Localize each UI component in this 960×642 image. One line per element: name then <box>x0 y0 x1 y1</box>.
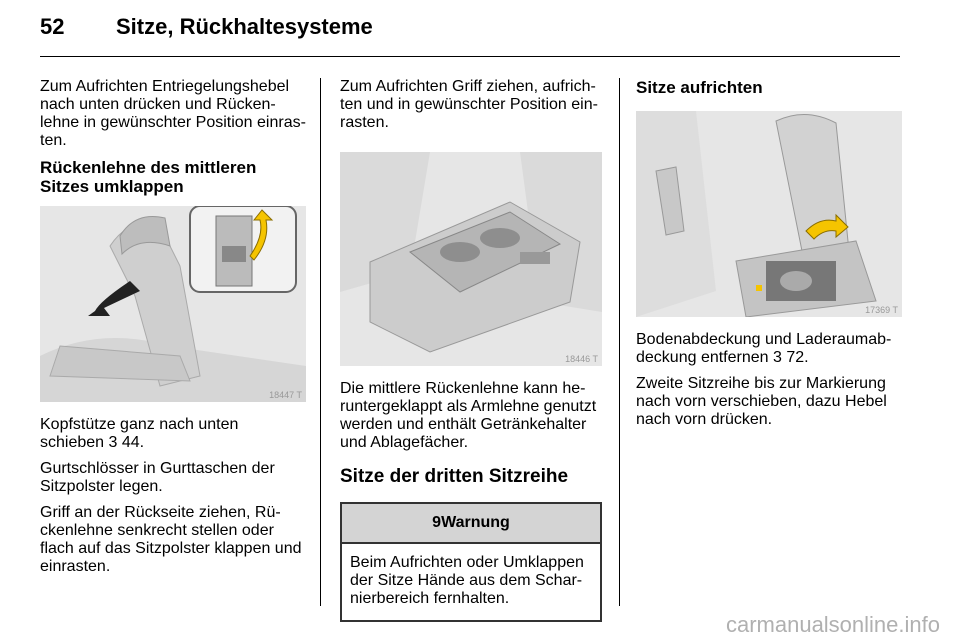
paragraph: Zum Aufrichten Griff ziehen, aufrichten und in gewünschter Position einrasten. <box>340 78 598 131</box>
page-reference-icon: 3 <box>108 434 118 451</box>
paragraph: Die mittlere Rückenlehne kann heruntergeklappt als Armlehne genutzt werden und enthält Getränkehalter und Ablagefächer. <box>340 380 597 451</box>
paragraph <box>636 331 902 367</box>
seat-fold-illustration <box>40 206 306 402</box>
column-2 <box>340 78 602 622</box>
page-title: Sitze, Rückhaltesysteme <box>116 14 373 39</box>
warning-box <box>340 502 602 622</box>
paragraph-text: Kopfstütze ganz nach unten schieben <box>40 416 239 451</box>
third-row-seat-illustration <box>636 111 902 317</box>
third-row-seat-drawing <box>636 111 902 317</box>
watermark: carmanualsonline.info <box>725 612 940 637</box>
paragraph-text: Bodenabdeckung und Laderaumabdeckung entfernen <box>636 331 892 366</box>
armrest-drawing <box>340 152 602 366</box>
seat-drawing <box>40 206 306 402</box>
paragraph <box>40 416 306 452</box>
warning-title: Warnung <box>441 514 510 531</box>
page-reference-icon: 3 <box>773 349 782 366</box>
warning-body <box>342 544 600 620</box>
warning-icon: 9 <box>432 514 442 531</box>
column-3 <box>636 78 902 437</box>
page-reference: 72. <box>786 349 809 366</box>
page-header <box>0 0 960 60</box>
column-divider <box>320 78 321 606</box>
figure-id: 17369 T <box>865 305 898 315</box>
paragraph: Griff an der Rückseite ziehen, Rückenlehne senkrecht stellen oder flach auf das Sitzpolster klappen und einrasten. <box>40 504 302 575</box>
paragraph: Zweite Sitzreihe bis zur Markierung nach vorn verschieben, dazu Hebel nach vorn drücken. <box>636 375 887 428</box>
paragraph: Zum Aufrichten Entriegelungshebel nach unten drücken und Rückenlehne in gewünschter Position einrasten. <box>40 78 306 149</box>
page-number: 52 <box>40 14 65 39</box>
section-heading: Rückenlehne des mittleren Sitzes umklappen <box>40 158 257 196</box>
figure-id: 18447 T <box>269 390 302 400</box>
paragraph: Gurtschlösser in Gurttaschen der Sitzpolster legen. <box>40 460 275 495</box>
section-heading: Sitze der dritten Sitzreihe <box>340 466 569 487</box>
header-rule <box>40 56 900 57</box>
section-heading: Sitze aufrichten <box>636 78 763 97</box>
column-1 <box>40 78 306 584</box>
warning-text: Beim Aufrichten oder Umklappen der Sitze Hände aus dem Scharnierbereich fernhalten. <box>350 554 584 607</box>
armrest-illustration <box>340 152 602 366</box>
figure-id: 18446 T <box>565 354 598 364</box>
page-reference: 44. <box>121 434 145 451</box>
warning-header <box>342 504 600 544</box>
column-divider <box>619 78 620 606</box>
